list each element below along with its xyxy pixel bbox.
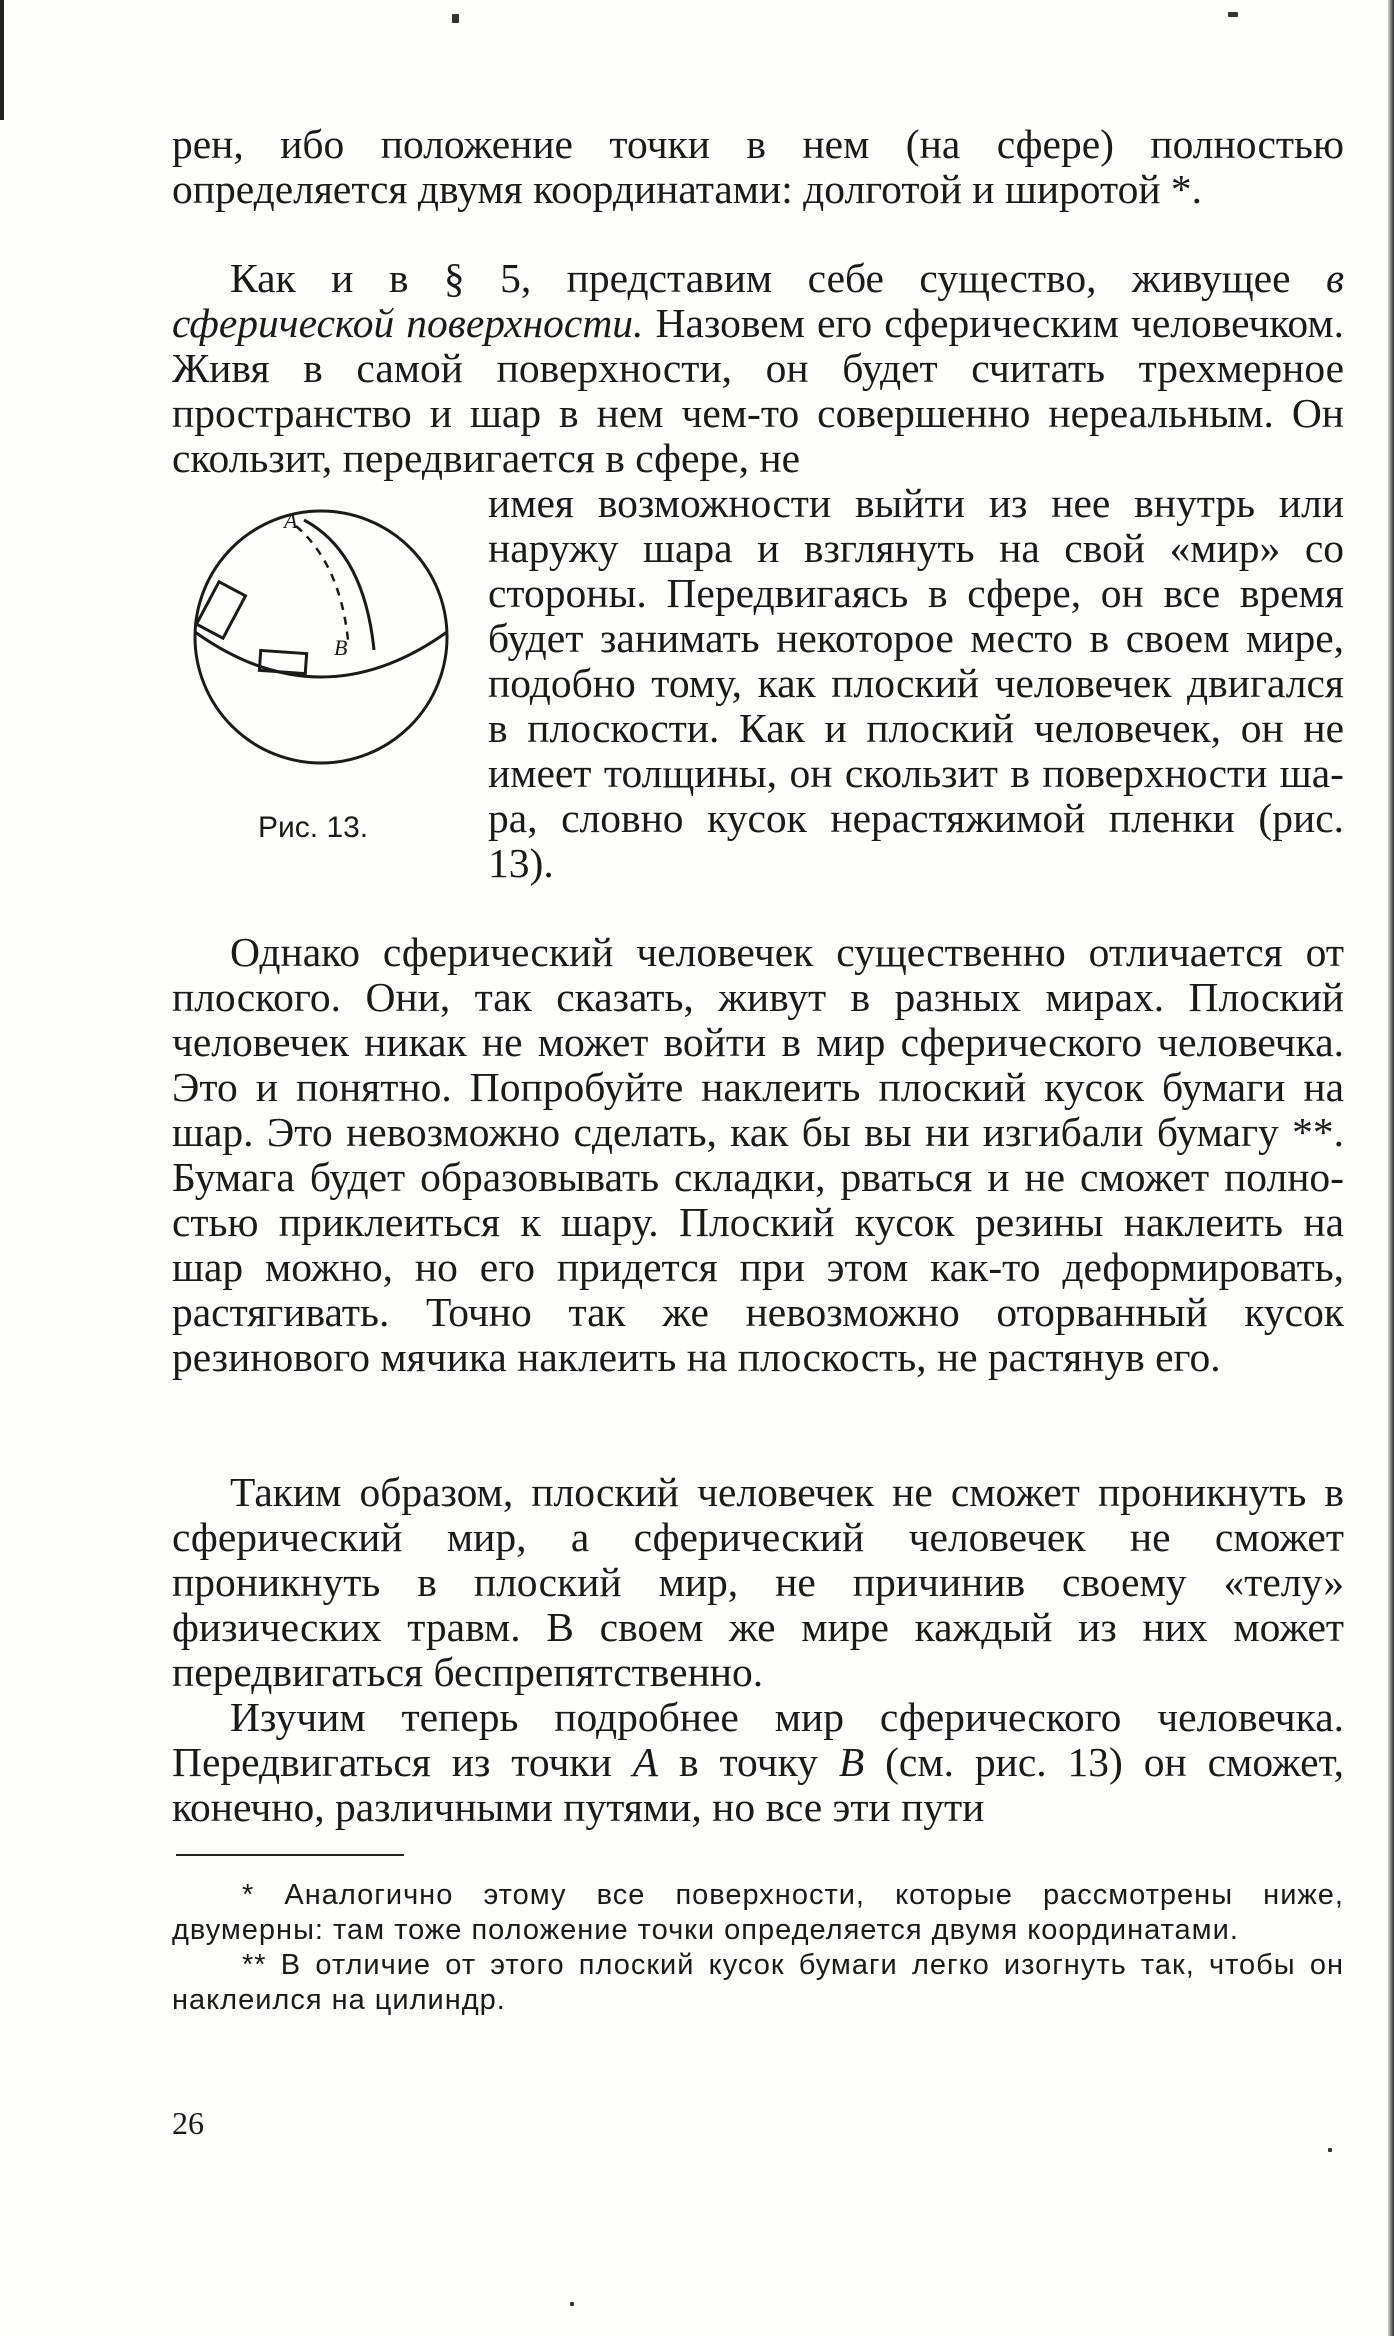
paragraph	[172, 256, 1344, 481]
paragraph-2-start: Как и в § 5, представим себе существо, живущее	[230, 255, 1326, 301]
paragraph-5-mid: в точку	[658, 1739, 839, 1785]
paragraph	[172, 1470, 1344, 1695]
scan-speck	[1328, 2148, 1332, 2152]
paragraph-2-text	[172, 256, 1344, 481]
sphere-figure	[176, 490, 466, 780]
paragraph-5-end: (см. рис. 13) он сможет, конечно, различными путями, но все эти пути	[172, 1739, 1344, 1830]
sphere-equator	[195, 632, 447, 677]
scan-speck	[1228, 12, 1238, 17]
page-edge-shadow-left	[0, 0, 4, 120]
footnote-2: ** В отличие от этого плоский кусок бумаги легко изогнуть так, чтобы он наклеился на цилиндр.	[172, 1949, 1344, 2016]
point-b-ref: В	[838, 1739, 865, 1785]
paragraph	[172, 1695, 1344, 1830]
paragraph	[172, 122, 1344, 212]
paragraph-4-text: Таким образом, плоский человечек не сможет проникнуть в сферический мир, а сферический человечек не сможет проникнуть в плоский мир, не причинив своему «телу» физических травм. В своем же мире каждый из них может передвигаться беспрепятственно.	[172, 1469, 1344, 1695]
paragraph-5-start: Изучим теперь подробнее мир сферического человечка. Передвигаться из точки	[172, 1694, 1344, 1785]
paragraph-wrap	[488, 481, 1344, 886]
page-edge-shadow-right	[1388, 0, 1394, 2336]
page-number: 26	[172, 2105, 204, 2141]
footnotes	[172, 1878, 1344, 2018]
path-curve-dashed	[296, 526, 348, 640]
paragraph	[172, 930, 1344, 1380]
figure-caption: Рис. 13.	[258, 811, 369, 844]
paragraph-2-rest: Назовем его сферическим человечком. Живя в самой поверхности, он будет считать трехмерное пространство и шар в нем чем-то совершенно нереальным. Он скользит, передвигается в сфере, не	[172, 300, 1344, 481]
curved-patch-shape	[259, 650, 306, 673]
scan-speck	[570, 2302, 574, 2306]
path-curve-solid	[304, 520, 374, 650]
footnote-divider	[176, 1854, 404, 1856]
paragraph-3-text: Однако сферический человечек существенно отличается от плоского. Они, так сказать, живут в разных мирах. Плоский человечек никак не может войти в мир сферического человечка. Это и понятно. Попробуйте наклеить плоский кусок бумаги на шар. Это невозможно сделать, как бы вы ни изгибали бумагу **. Бумага будет образовывать складки, рваться и не сможет полностью приклеиться к шару. Плоский кусок резины наклеить на шар можно, но его придется при этом как-то деформировать, растягивать. Точно так же невозможно оторванный кусок резинового мячика наклеить на плоскость, не растянув его.	[172, 929, 1344, 1380]
paragraph-2-italic: в сферической поверхности.	[172, 255, 1344, 346]
point-a-ref: А	[632, 1739, 659, 1785]
sphere-outline	[195, 511, 447, 763]
paragraph-2-wrap-text: имея возможности выйти из нее внутрь или наружу шара и взглянуть на свой «мир» со стороны. Передвигаясь в сфере, он все время будет занимать некоторое место в своем мире, подобно тому, как плоский человечек двигался в плоскости. Как и плоский человечек, он не имеет толщины, он скользит в поверхности шара, словно кусок нерастяжимой пленки (рис. 13).	[488, 480, 1344, 886]
point-b-label: B	[334, 635, 348, 660]
point-a-label: A	[284, 508, 298, 533]
paragraph-5-text	[172, 1695, 1344, 1830]
footnote-1: * Аналогично этому все поверхности, которые рассмотрены ниже, двумерны: там тоже положение точки определяется двумя координатами.	[172, 1879, 1344, 1946]
scan-speck	[452, 14, 459, 23]
paragraph-1-text: рен, ибо положение точки в нем (на сфере) полностью определяется двумя координатами: долготой и широтой *.	[172, 121, 1344, 212]
